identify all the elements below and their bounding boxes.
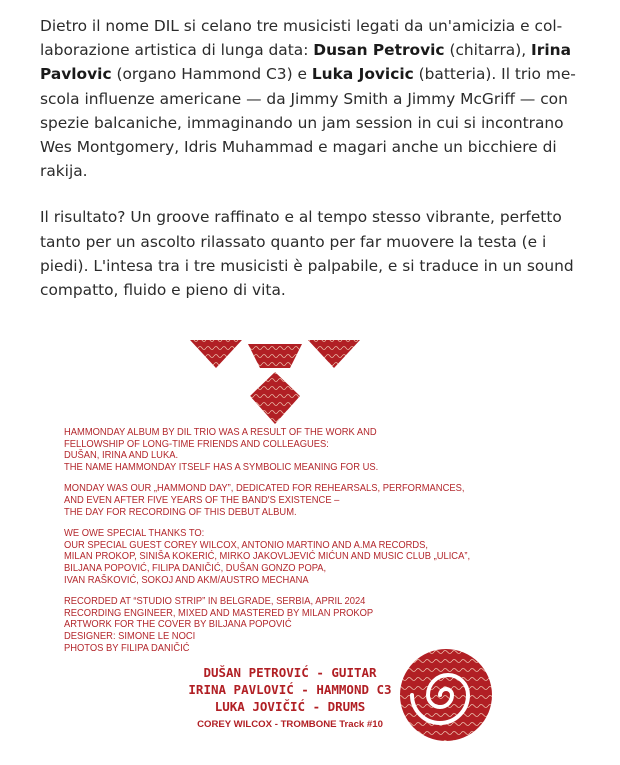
paragraph-result: [40, 205, 588, 302]
text-fragment: rakija.: [40, 162, 88, 181]
musician-surname-pavlovic: Pavlovic: [40, 65, 112, 84]
lineup-line: IRINA PAVLOVIĆ - HAMMOND C3: [188, 682, 392, 697]
text-line: Il risultato? Un groove raffinato e al tempo stesso vibrante, perfetto: [40, 208, 562, 227]
credit-line: IVAN RAŠKOVIĆ, SOKOJ AND AKM/AUSTRO MECHANA: [64, 574, 309, 586]
lineup-line: LUKA JOVIČIĆ - DRUMS: [214, 699, 366, 714]
text-line: compatto, fluido e pieno di vita.: [40, 281, 286, 300]
credits-block-4: [64, 596, 524, 654]
credit-line: THE NAME HAMMONDAY ITSELF HAS A SYMBOLIC MEANING FOR US.: [64, 461, 379, 473]
credit-line: FELLOWSHIP OF LONG-TIME FRIENDS AND COLLEAGUES:: [64, 438, 329, 450]
musician-name-dusan: Dusan Petrovic: [313, 41, 445, 60]
lineup-line: DUŠAN PETROVIĆ - GUITAR: [203, 665, 377, 680]
text-line: tanto per un ascolto rilassato quanto per far muovere la testa (e i: [40, 232, 547, 251]
spiral-emblem: [398, 647, 494, 743]
cover-top-emblem: [190, 336, 360, 426]
credit-line: MILAN PROKOP, SINIŠA KOKERIĆ, MIRKO JAKOVLJEVIĆ MIĆUN AND MUSIC CLUB „ULICA”,: [64, 551, 471, 563]
credit-line: DESIGNER: SIMONE LE NOCI: [64, 630, 196, 642]
text-fragment: scola influenze americane — da Jimmy Smith a Jimmy McGriff — con: [40, 89, 568, 108]
text-fragment: (batteria). Il trio me-: [413, 65, 576, 84]
credit-line: MONDAY WAS OUR „HAMMOND DAY”, DEDICATED FOR REHEARSALS, PERFORMANCES,: [64, 483, 465, 495]
credits-block-1: [64, 427, 524, 473]
credit-line: ARTWORK FOR THE COVER BY BILJANA POPOVIĆ: [64, 619, 292, 631]
credit-line: THE DAY FOR RECORDING OF THIS DEBUT ALBUM.: [64, 506, 297, 518]
text-fragment: laborazione artistica di lunga data:: [40, 41, 314, 60]
musician-name-luka: Luka Jovicic: [311, 65, 414, 84]
musician-lineup: [150, 664, 430, 715]
credit-line: BILJANA POPOVIĆ, FILIPA DANIČIĆ, DUŠAN GONZO POPA,: [64, 562, 327, 574]
guest-credit: COREY WILCOX - TROMBONE Track #10: [197, 719, 383, 730]
credit-line: WE OWE SPECIAL THANKS TO:: [64, 528, 205, 540]
article-text: [40, 14, 588, 324]
text-fragment: (chitarra),: [444, 41, 532, 60]
paragraph-intro: [40, 14, 588, 183]
credits-block-2: [64, 483, 524, 518]
credit-line: HAMMONDAY ALBUM BY DIL TRIO WAS A RESULT OF THE WORK AND: [64, 427, 377, 438]
credit-line: DUŠAN, IRINA AND LUKA.: [64, 450, 179, 462]
text-fragment: spezie balcaniche, immaginando un jam session in cui si incontrano: [40, 113, 564, 132]
credit-line: RECORDING ENGINEER, MIXED AND MASTERED BY MILAN PROKOP: [64, 607, 374, 619]
musician-name-irina: Irina: [531, 41, 571, 60]
credit-line: AND EVEN AFTER FIVE YEARS OF THE BAND'S EXISTENCE –: [64, 494, 340, 506]
text-fragment: Dietro il nome DIL si celano tre musicisti legati da un'amicizia e col-: [40, 17, 563, 35]
credits-block-3: [64, 528, 524, 586]
text-fragment: (organo Hammond C3) e: [111, 65, 312, 84]
text-fragment: Wes Montgomery, Idris Muhammad e magari anche un bicchiere di: [40, 138, 557, 157]
cover-credits: [64, 427, 524, 664]
text-line: piedi). L'intesa tra i tre musicisti è palpabile, e si traduce in un sound: [40, 256, 574, 275]
credit-line: RECORDED AT “STUDIO STRIP” IN BELGRADE, SERBIA, APRIL 2024: [64, 596, 366, 608]
credit-line: OUR SPECIAL GUEST COREY WILCOX, ANTONIO MARTINO AND A.MA RECORDS,: [64, 539, 429, 551]
credit-line: PHOTOS BY FILIPA DANIČIĆ: [64, 642, 190, 654]
